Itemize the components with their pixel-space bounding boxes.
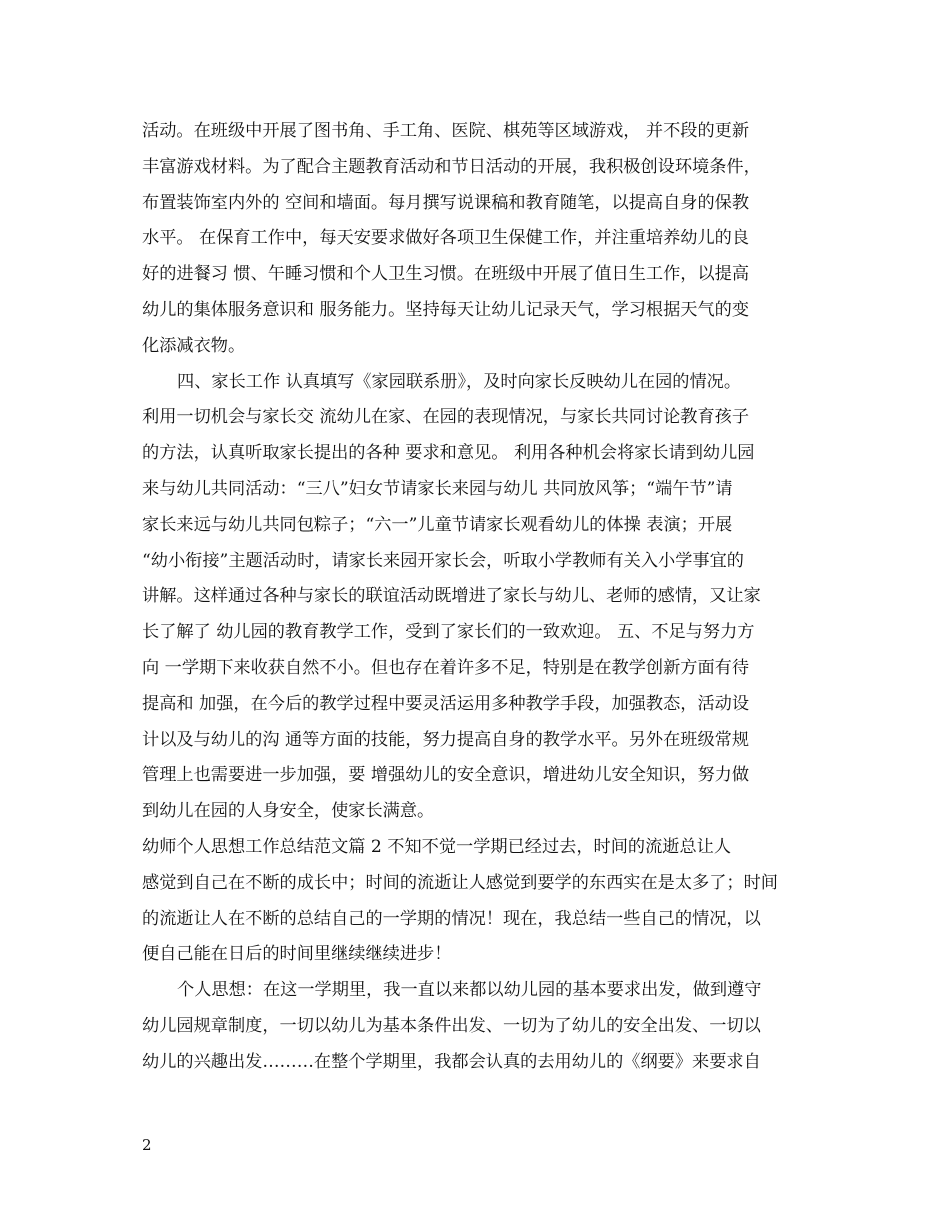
text-line: 好的进餐习 惯、午睡习惯和个人卫生习惯。在班级中开展了值日生工作，以提高 [142,264,750,285]
text-line: 家长来远与幼儿共同包粽子；“六一”儿童节请家长观看幼儿的体操 表演；开展 [142,514,733,535]
document-body [142,114,812,1081]
article-title-line: 幼师个人思想工作总结范文篇 2 不知不觉一学期已经过去，时间的流逝总让人 [142,836,732,857]
text-line: 的流逝让人在不断的总结自己的一学期的情况！现在，我总结一些自己的情况，以 [142,908,761,929]
text-line: 向 一学期下来收获自然不小。但也存在着许多不足，特别是在教学创新方面有待 [142,657,750,678]
text-line: 提高和 加强，在今后的教学过程中要灵活运用多种教学手段，加强教态，活动设 [142,693,750,714]
text-line: 丰富游戏材料。为了配合主题教育活动和节日活动的开展，我积极创设环境条件， [142,156,761,177]
section-heading-line: 四、家长工作 认真填写《家园联系册》，及时向家长反映幼儿在园的情况。 [177,371,742,392]
text-line: 水平。 在保育工作中，每天安要求做好各项卫生保健工作，并注重培养幼儿的良 [142,228,750,249]
text-line: 到幼儿在园的人身安全，使家长满意。 [142,801,435,822]
text-line: 利用一切机会与家长交 流幼儿在家、在园的表现情况，与家长共同讨论教育孩子 [142,407,750,428]
text-line: 布置装饰室内外的 空间和墙面。每月撰写说课稿和教育随笔，以提高自身的保教 [142,192,750,213]
text-line: 幼儿的集体服务意识和 服务能力。坚持每天让幼儿记录天气，学习根据天气的变 [142,299,750,320]
text-line: 的方法，认真听取家长提出的各种 要求和意见。 利用各种机会将家长请到幼儿园 [142,443,755,464]
text-line: 幼儿园规章制度，一切以幼儿为基本条件出发、一切为了幼儿的安全出发、一切以 [142,1015,761,1036]
text-line: 感觉到自己在不断的成长中；时间的流逝让人感觉到要学的东西实在是太多了；时间 [142,872,778,893]
text-line: 计以及与幼儿的沟 通等方面的技能，努力提高自身的教学水平。另外在班级常规 [142,729,750,750]
text-line: 便自己能在日后的时间里继续继续进步！ [142,944,452,965]
text-line: 活动。在班级中开展了图书角、手工角、医院、棋苑等区域游戏， 并不段的更新 [142,121,750,141]
text-line: “幼小衔接”主题活动时，请家长来园开家长会，听取小学教师有关入小学事宜的 [142,550,744,571]
text-line: 长了解了 幼儿园的教育教学工作，受到了家长们的一致欢迎。 五、不足与努力方 [142,622,755,643]
text-line: 讲解。这样通过各种与家长的联谊活动既增进了家长与幼儿、老师的感情，又让家 [142,586,761,607]
text-line: 幼儿的兴趣出发………在整个学期里，我都会认真的去用幼儿的《纲要》来要求自 [142,1051,761,1072]
page-number: 2 [142,1136,152,1154]
text-line: 化添减衣物。 [142,335,246,356]
paragraph-start-line: 个人思想：在这一学期里，我一直以来都以幼儿园的基本要求出发，做到遵守 [177,980,762,1001]
text-line: 来与幼儿共同活动：“三八”妇女节请家长来园与幼儿 共同放风筝；“端午节”请 [142,478,733,499]
text-line: 管理上也需要进一步加强，要 增强幼儿的安全意识，增进幼儿安全知识，努力做 [142,765,750,786]
